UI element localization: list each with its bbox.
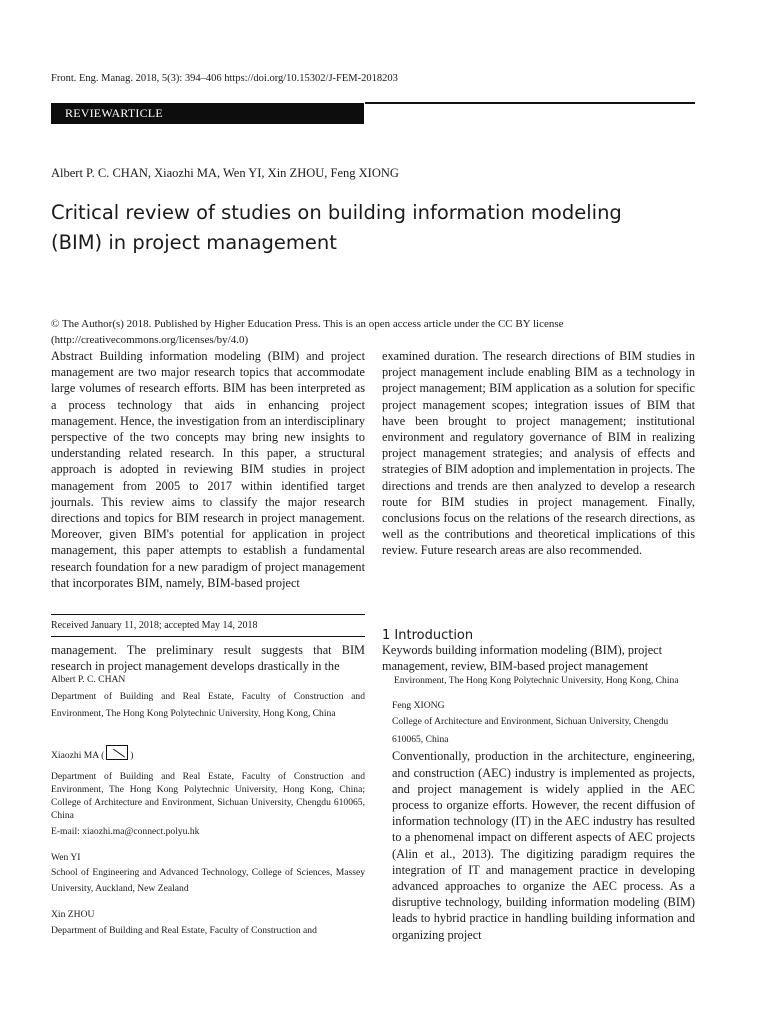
article-type-banner: REVIEWARTICLE [51,103,364,124]
author2-name-end: ) [130,749,134,761]
journal-citation: Front. Eng. Manag. 2018, 5(3): 394–406 https://doi.org/10.15302/J-FEM-2018203 [51,73,398,84]
author1-affiliation: Department of Building and Real Estate, Faculty of Construction and Environment, The Hong Kong Polytechnic University, Hong Kong, China [51,690,365,720]
author3-name: Wen YI [51,851,81,863]
received-rule-top [51,614,365,615]
abstract-cont-text: management. The preliminary result suggests that BIM research in project management develops drastically in the [51,643,365,674]
received-rule-bottom [51,636,365,637]
keywords-block [382,642,695,943]
author3-affiliation: School of Engineering and Advanced Technology, College of Sciences, Massey University, Auckland, New Zealand [51,867,365,895]
header-rule [365,102,695,104]
author2-name-text: Xiaozhi MA ( [51,749,105,761]
abstract-left-column: Abstract Building information modeling (BIM) and project management are two major research topics that accommodate large volumes of research efforts. BIM has been interpreted as a process technology that aids in enhancing project management. Hence, the investigation from an interdisciplinary perspective of the two concepts may bring new insights to understanding related research. In this paper, a structural approach is adopted in reviewing BIM studies in project management from 2005 to 2017 within identified target journals. This review aims to classify the major research directions and topics for BIM research in project management. Moreover, given BIM's potential for application in project management, this paper attempts to establish a fundamental research foundation for a new paradigm of project management that incorporates BIM, namely, BIM-based project [51,349,365,590]
received-dates: Received January 11, 2018; accepted May 14, 2018 [51,620,258,631]
author4-affiliation: Department of Building and Real Estate, Faculty of Construction and [51,924,317,936]
introduction-paragraph: Conventionally, production in the architecture, engineering, and construction (AEC) industry is implemented as projects, and project management is widely applied in the AEC process to organize efforts. However, the recent diffusion of information technology (IT) in the AEC industry has resulted to a phenomenal impact on different aspects of AEC projects (Alin et al., 2013). The digitizing paradigm requires the integration of IT and management practice in developing advanced approaches to organize the AEC process. As a disruptive technology, building information modeling (BIM) leads to hybrid practice in handling building information and organizing project [392,749,695,942]
title-line-1: Critical review of studies on building information modeling [51,201,622,224]
section-heading-introduction: 1 Introduction [382,628,474,643]
author1-name: Albert P. C. CHAN [51,674,126,686]
author4-affiliation-cont: Environment, The Hong Kong Polytechnic University, Hong Kong, China [394,675,679,687]
author5-name: Feng XIONG [392,699,445,711]
author2-email[interactable]: E-mail: xiaozhi.ma@connect.polyu.hk [51,826,200,838]
abstract-right-column: examined duration. The research directions of BIM studies in project management include enabling BIM as a technology in project management; BIM application as a solution for specific project management scopes; integration issues of BIM that have been brought to project management; institutional environment and regulatory governance of BIM in realizing project management strategies; and analysis of effects and strategies of BIM adoption and implementation in projects. The directions and trends are then analyzed to develop a research route for BIM studies in project management. Finally, conclusions focus on the relations of the research directions, as well as the contributions and theoretical implications of this review. Future research areas are also recommended. [382,349,695,558]
author2-name [51,745,365,764]
abstract-continuation [51,642,365,938]
author5-affiliation: College of Architecture and Environment, Sichuan University, Chengdu 610065, China [392,716,669,745]
author4-name: Xin ZHOU [51,909,95,921]
envelope-icon[interactable] [106,745,128,760]
author2-affiliation: Department of Building and Real Estate, Faculty of Construction and Environment, The Hong Kong Polytechnic University, Hong Kong, China; College of Architecture and Environment, Sichuan University, Chengdu 610065, China [51,771,365,822]
title-line-2: (BIM) in project management [51,231,337,254]
keywords-text: Keywords building information modeling (BIM), project management, review, BIM-based project management [382,643,663,674]
paper-title [51,198,701,258]
license-notice: © The Author(s) 2018. Published by Higher Education Press. This is an open access article under the CC BY license (http://creativecommons.org/licenses/by/4.0) [51,318,564,346]
author-list: Albert P. C. CHAN, Xiaozhi MA, Wen YI, Xin ZHOU, Feng XIONG [51,166,399,180]
